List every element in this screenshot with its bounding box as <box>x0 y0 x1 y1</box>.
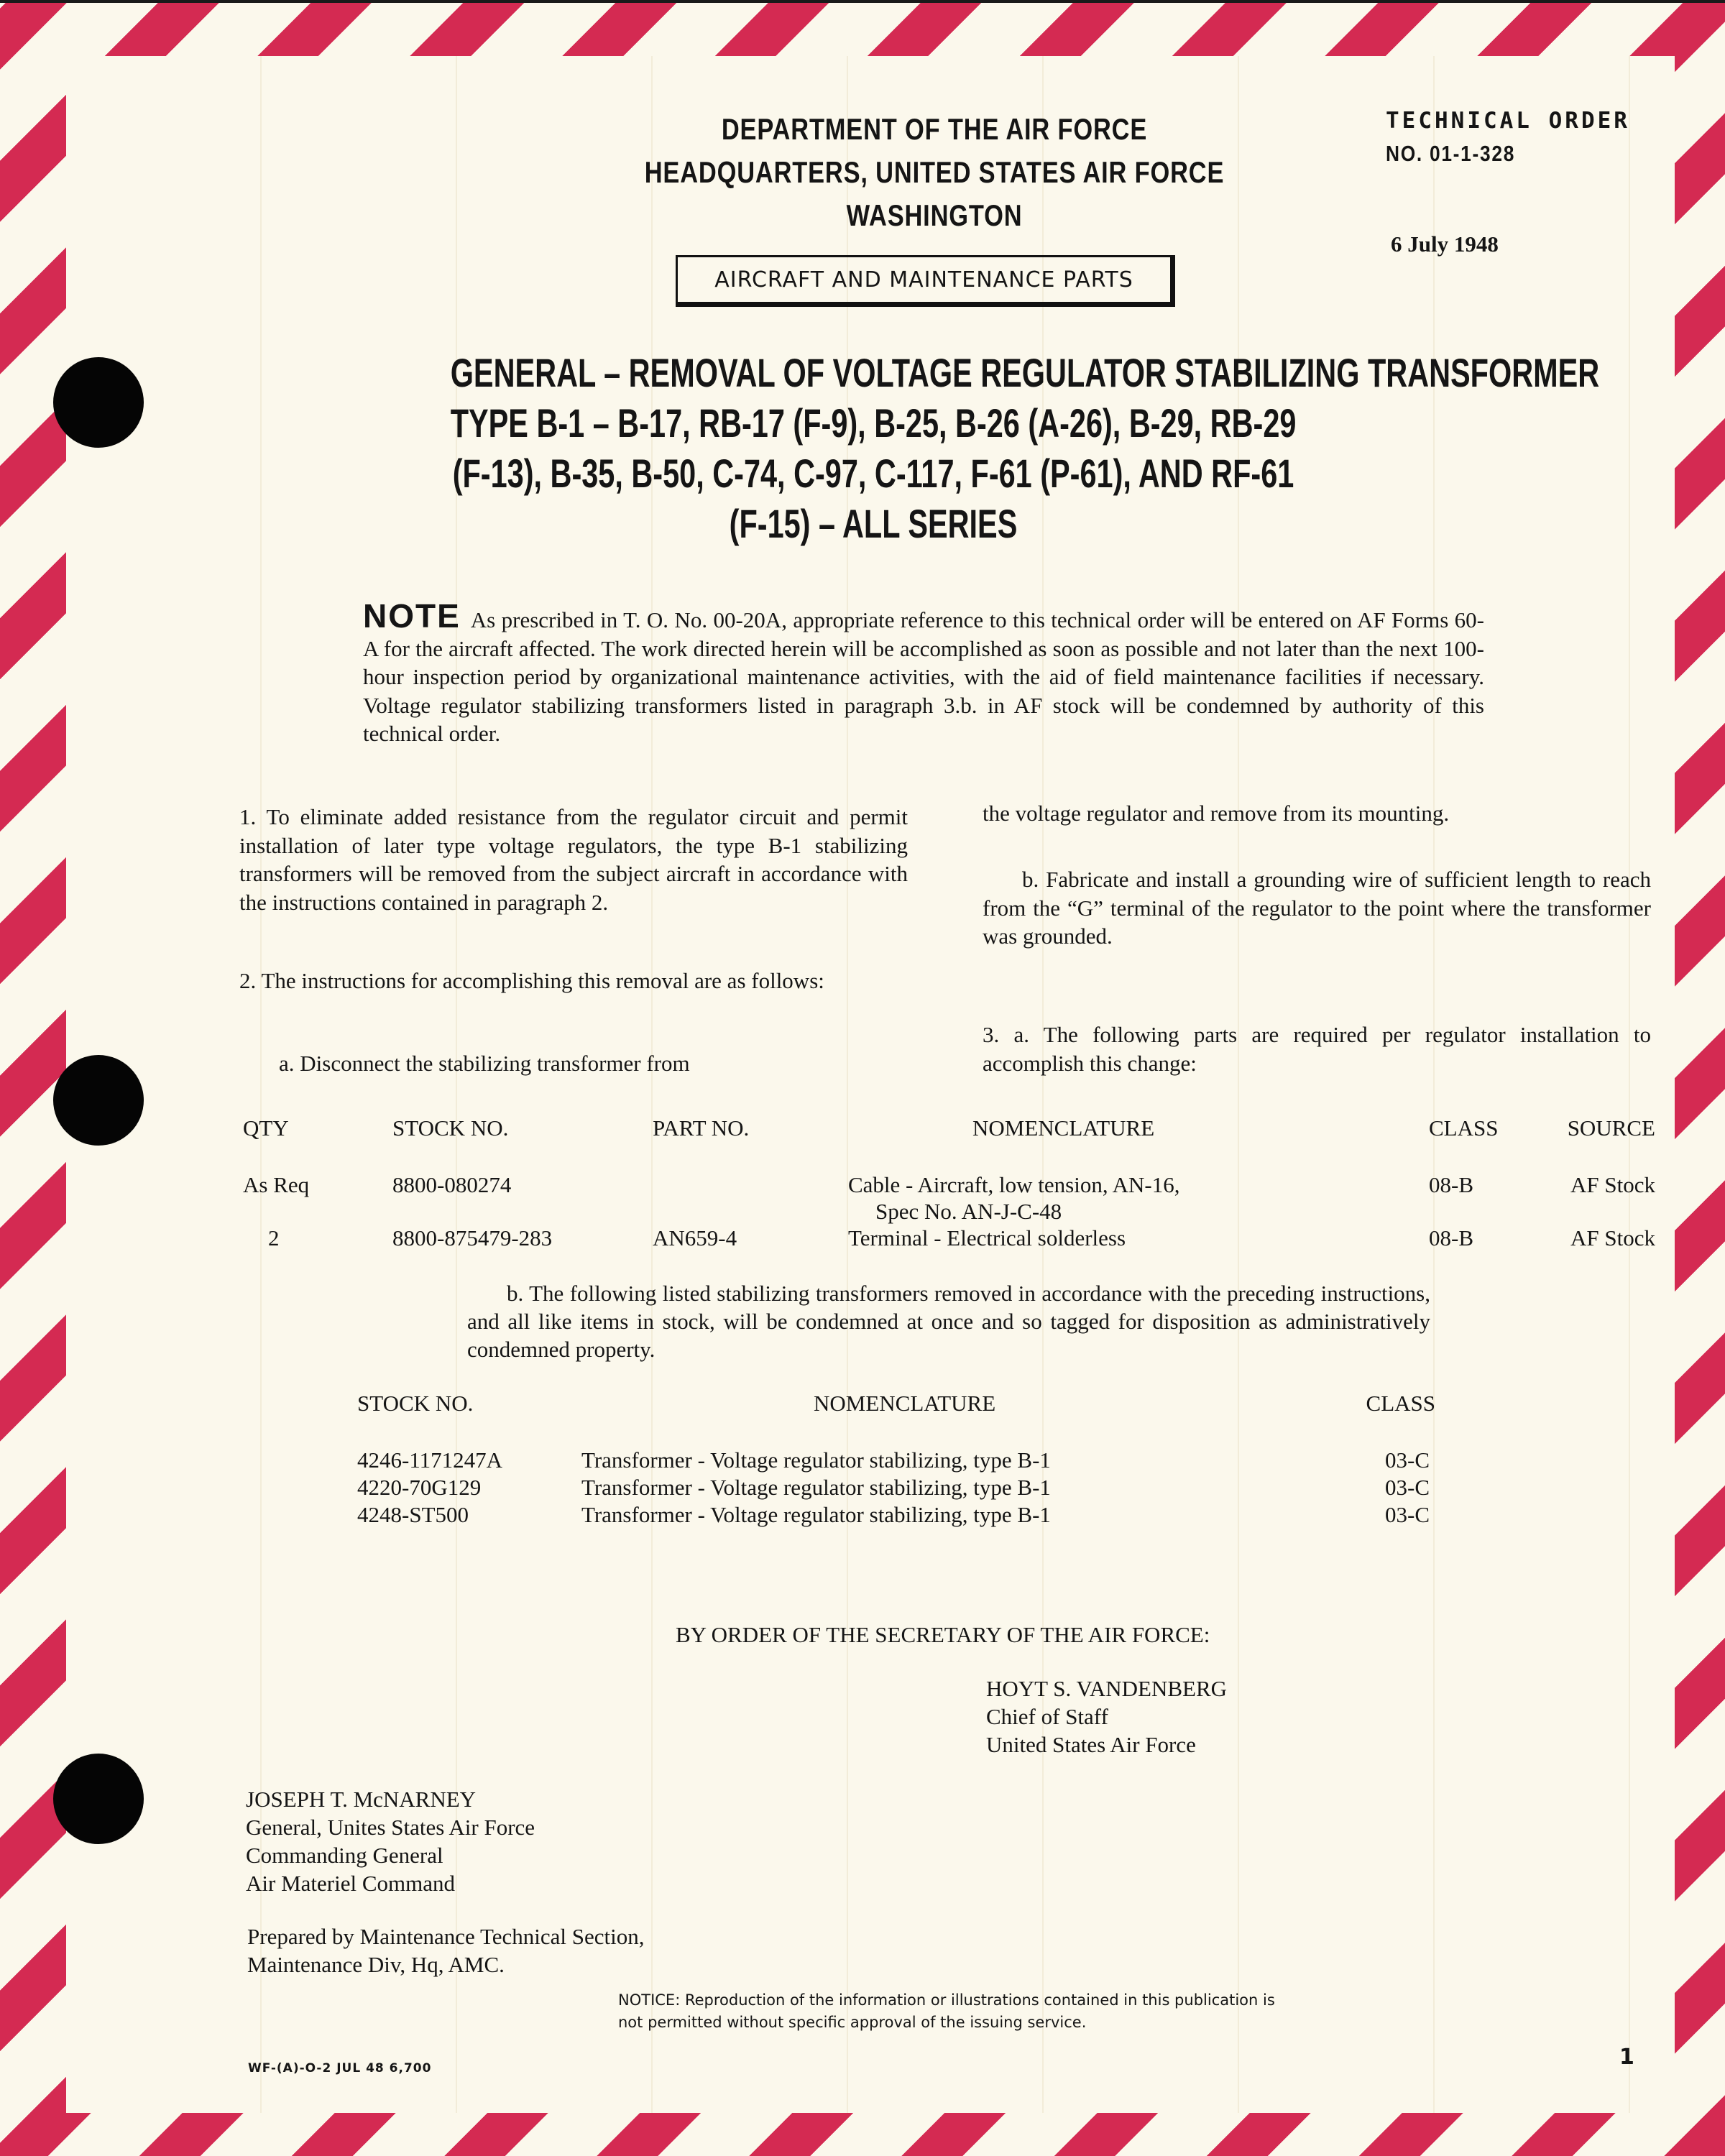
title-line: GENERAL – REMOVAL OF VOLTAGE REGULATOR STABILIZING TRANSFORMER <box>450 350 1600 395</box>
class-cell: 03-C <box>1385 1447 1430 1473</box>
part-no-cell: AN659-4 <box>653 1225 737 1250</box>
binder-hole-icon <box>53 357 144 448</box>
paragraph-2: 2. The instructions for accomplishing this removal are as follows: <box>239 968 824 993</box>
chief-of-staff-signature <box>986 1674 1227 1759</box>
column-header: SOURCE <box>1567 1115 1655 1141</box>
condemned-items-table <box>357 1391 1435 1529</box>
paragraph-2a-continued: the voltage regulator and remove from its mounting. <box>983 801 1450 826</box>
note-label: NOTE <box>363 597 461 635</box>
category-label-box <box>676 255 1175 307</box>
prepared-by <box>247 1922 644 1978</box>
official-signature <box>246 1785 535 1897</box>
source-cell: AF Stock <box>1570 1172 1655 1197</box>
class-cell: 08-B <box>1429 1172 1473 1197</box>
title-line: TYPE B-1 – B-17, RB-17 (F-9), B-25, B-26 (A-26), B-29, RB-29 <box>450 400 1297 446</box>
nomenclature-cell <box>840 1171 1375 1225</box>
source-cell: AF Stock <box>1570 1225 1655 1250</box>
title-line: (F-13), B-35, B-50, C-74, C-97, C-117, F-61 (P-61), AND RF-61 <box>452 451 1294 496</box>
column-header: NOMENCLATURE <box>972 1115 1155 1141</box>
title-line: (F-15) – ALL SERIES <box>729 501 1018 546</box>
column-header: NOMENCLATURE <box>814 1391 996 1416</box>
signature-title: Chief of Staff <box>986 1704 1108 1729</box>
class-cell: 03-C <box>1385 1502 1430 1527</box>
nomenclature-text: Cable - Aircraft, low tension, AN-16, <box>848 1172 1180 1197</box>
stock-no-cell: 8800-080274 <box>392 1172 512 1197</box>
prepared-by-line: Prepared by Maintenance Technical Section, <box>247 1924 645 1949</box>
class-cell: 08-B <box>1429 1225 1473 1250</box>
print-code: WF-(A)-O-2 JUL 48 6,700 <box>248 2061 432 2076</box>
column-header: PART NO. <box>653 1115 750 1141</box>
by-order-line: BY ORDER OF THE SECRETARY OF THE AIR FORCE: <box>676 1622 1210 1647</box>
part-no-cell <box>653 1171 840 1225</box>
nomenclature-continuation: Spec No. AN-J-C-48 <box>875 1199 1062 1224</box>
signature-title: General, Unites States Air Force <box>246 1815 535 1840</box>
qty-cell: As Req <box>243 1172 310 1197</box>
category-label: AIRCRAFT AND MAINTENANCE PARTS <box>714 267 1133 292</box>
table-row <box>357 1474 1435 1501</box>
department-line: WASHINGTON <box>846 198 1023 232</box>
nomenclature-cell: Transformer - Voltage regulator stabilizing, type B-1 <box>581 1447 1051 1473</box>
top-edge <box>0 0 1725 3</box>
class-cell: 03-C <box>1385 1475 1430 1500</box>
stock-no-cell: 4248-ST500 <box>357 1502 469 1527</box>
department-line: DEPARTMENT OF THE AIR FORCE <box>721 112 1148 146</box>
document-title <box>450 348 1600 549</box>
technical-order-number: NO. 01-1-328 <box>1386 141 1516 166</box>
technical-order-block <box>1386 104 1659 170</box>
stock-no-cell: 8800-875479-283 <box>392 1225 553 1250</box>
department-header <box>616 108 1253 237</box>
technical-order-label: TECHNICAL ORDER <box>1386 108 1630 134</box>
qty-cell: 2 <box>268 1225 280 1250</box>
binder-hole-icon <box>53 1754 144 1844</box>
nomenclature-cell: Transformer - Voltage regulator stabilizing, type B-1 <box>581 1502 1051 1527</box>
table-row <box>243 1171 1655 1225</box>
signature-title: Commanding General <box>246 1843 443 1868</box>
paragraph-3a: 3. a. The following parts are required per regulator installation to accomplish this change: <box>983 1022 1651 1076</box>
table-header-row <box>357 1391 1435 1447</box>
stock-no-cell: 4220-70G129 <box>357 1475 482 1500</box>
column-header: STOCK NO. <box>392 1115 509 1141</box>
signature-name: JOSEPH T. McNARNEY <box>246 1787 477 1812</box>
column-header: CLASS <box>1429 1115 1499 1141</box>
note-block <box>363 597 1484 748</box>
paragraph-1: 1. To eliminate added resistance from the regulator circuit and permit installation of later type voltage regulators, the type B-1 stabilizing transformers will be removed from the subject aircraft in accordance with the instructions contained in paragraph 2. <box>239 804 908 915</box>
signature-title: Air Materiel Command <box>246 1871 455 1896</box>
parts-required-table <box>243 1115 1655 1251</box>
table-row <box>357 1501 1435 1529</box>
signature-name: HOYT S. VANDENBERG <box>986 1676 1228 1701</box>
department-line: HEADQUARTERS, UNITED STATES AIR FORCE <box>644 155 1225 189</box>
table-row <box>357 1447 1435 1474</box>
nomenclature-cell: Terminal - Electrical solderless <box>848 1225 1126 1250</box>
nomenclature-cell: Transformer - Voltage regulator stabilizing, type B-1 <box>581 1475 1051 1500</box>
paragraph-3b: b. The following listed stabilizing transformers removed in accordance with the preceding instructions, and all like items in stock, will be condemned at once and so tagged for disposition as administratively condemned property. <box>467 1281 1430 1362</box>
column-header: STOCK NO. <box>357 1391 474 1416</box>
paragraph-2a: a. Disconnect the stabilizing transformer from <box>279 1051 690 1076</box>
paragraph-2b: b. Fabricate and install a grounding wire of sufficient length to reach from the “G” terminal of the regulator to the point where the transformer was grounded. <box>983 867 1651 949</box>
stock-no-cell: 4246-1171247A <box>357 1447 503 1473</box>
issue-date: 6 July 1948 <box>1391 231 1499 257</box>
table-header-row <box>243 1115 1655 1171</box>
table-row <box>243 1225 1655 1251</box>
signature-title: United States Air Force <box>986 1732 1196 1757</box>
binder-hole-icon <box>53 1055 144 1146</box>
note-text: As prescribed in T. O. No. 00-20A, appropriate reference to this technical order will be entered on AF Forms 60-A for the aircraft affected. The work directed herein will be accomplished as soon as possible and not later than the next 100-hour inspection period by organizational maintenance activities, with the aid of field maintenance facilities if necessary. Voltage regulator stabilizing transformers listed in paragraph 3.b. in AF stock will be condemned by authority of this technical order. <box>363 607 1484 746</box>
column-header: QTY <box>243 1115 289 1141</box>
prepared-by-line: Maintenance Div, Hq, AMC. <box>247 1952 505 1977</box>
column-header: CLASS <box>1366 1391 1435 1416</box>
page-number: 1 <box>1619 2045 1634 2070</box>
reproduction-notice: NOTICE: Reproduction of the information or illustrations contained in this publication is not permitted without specific approval of the issuing service. <box>618 1991 1275 2031</box>
